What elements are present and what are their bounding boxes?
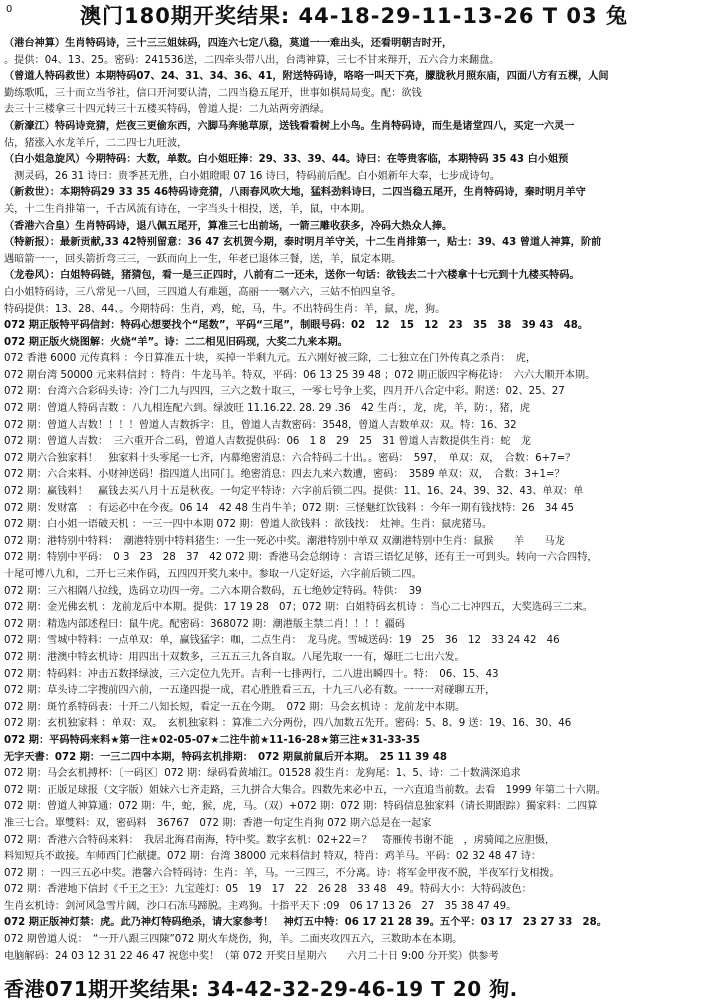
text-line: 十尾可博八九和，二开七三来作码，五四四开奖九来中。参取一八定好运，六字前后锁二四。 [4, 569, 422, 580]
text-line: 072 期：香港地下信封《千王之王》：九宝莲灯：05 19 17 22 26 28 33 48 49。特码大小：大特码波色： [4, 884, 532, 896]
text-line: 料知短兵不敢接。车师西门伫献捷。072 期：台湾 38000 元来料信封 特双，特肖：鸡羊马。平码：02 32 48 47 诗： [4, 851, 542, 863]
text-line: （港台神算）生肖特码诗，三十三三姐妹码，四连六七定八稳，莫道一一难出头，还看明朝吉时开， [4, 38, 453, 49]
text-line: 072 期：曾道人吉数！！！！曾道人吉数拆字：且，曾道人吉数密码：3548，曾道人吉数单双：双。特：16、32 [4, 419, 517, 431]
text-line: 072 期正版神灯禁：虎。此乃神灯特码绝杀，请大家参考！ 神灯五中特：06 17 21 28 39。五个平：03 17 23 27 33 28。 [4, 917, 607, 929]
text-line: （白小姐急旋风）今期特码：大数，单数。白小姐旺捧：29、33、39、44。诗曰：在等贵客临，本期特码 35 43 白小姐预 [4, 154, 569, 166]
text-line: 072 期：平码特码来料★第一注★02-05-07★二注牛前★11-16-28★第三注★31-33-35 [4, 734, 420, 746]
text-line: 072 期：赢钱料！ 赢钱去买八月十五是秋夜。一句定平特诗：六字前后锁二四。提供：11、16、24、39、32、43、单双：单 [4, 486, 584, 498]
text-line: 遇暗箭一一，回头箭折弯三三，一跃而向上一生，年老已退体三餐，送，羊，鼠定本期。 [4, 253, 402, 265]
text-line: 072 期：港澳中特玄机诗：用四出十双数多，三五五三九各自取。八尾先取一一有，爆旺二七出六发。 [4, 651, 465, 663]
text-line: 无字天書：072 期：一三二四中本期，特码玄机排期： 072 期鼠前鼠后开本期。 25 11 39 48 [4, 751, 447, 763]
text-line: 电脑解码：24 03 12 31 22 46 47 祝您中奖！（第 072 开奖日星期六 六月二十日 9:00 分开奖）供参考 [4, 950, 499, 962]
text-line: 072 期：马会玄机搏杯：〔一码区〕072 期：绿码看黄埔江。01528 殺生肖：龙狗尾：1、5、诗：二十数满深追求 [4, 768, 521, 780]
text-line: 072 期：特码料：冲击五数择绿波，三六定位九先开。吉利一七排两行，二八进出瞬四十。特： 06、15、43 [4, 668, 499, 680]
text-line: 072 期：六合来料、小财神送码！指四道人出同门。绝密消息：四去九来六数遭，密码： 3589 单双：双， 合数：3+1=？ [4, 469, 565, 481]
text-line: 072 期：精选内部述程曰：鼠牛虎。配密码：368072 期：潮港版主禁二肖！！！！疆码 [4, 618, 405, 630]
text-line: （曾道人特码救世）本期特码07、24、31、34、36、41，附送特码诗，咯咯一叫天下亮，朦胧秋月照东庙，四面八方有五棵，人间 [4, 71, 609, 83]
text-line: 072 期正版特平码信封：特码心想要找个“尾数”，平码“三尾”，制眼号码：02 12 15 12 23 35 38 39 43 48。 [4, 320, 589, 332]
text-line: 。提供：04、13、25。密码：241536送，二四牵头带八出，台湾神算，三七不甘来辩开，五六合力来翻盘。 [4, 54, 500, 66]
document-body [4, 36, 704, 965]
text-line: 关，十二生肖排第一，千古风流有诗在，一字当头十相投，送，羊，鼠，中本期。 [4, 203, 371, 215]
text-line: 072 期正版火烧图解：火烧“羊”。诗：二二相见旧码现，大奖二九来本期。 [4, 336, 348, 348]
hongkong-result-footer: 香港071期开奖结果: 34-42-32-29-46-19 T 20 狗. [4, 977, 518, 1001]
macau-result-header: 澳门180期开奖结果: 44-18-29-11-13-26 T 03 兔 [80, 4, 628, 28]
text-line: 072 期：香港六合特码来料： 我居北海君南海，特中奖。数字玄机：02+22＝？ 寄雁传书谢不能 ，虏骑闻之应胆慑， [4, 834, 556, 846]
text-line: （特新报）：最新贡献,33 42特别留意：36 47 玄机贺今期，泰时明月羊守关，十二生肖排第一，贴士：39、43 曾道人神算，阶前 [4, 237, 602, 249]
text-line: 072 期：曾道人吉数： 三六重开合二码，曾道人吉数提供码：06 1 8 29 25 31 曾道人吉数提供生肖：蛇 龙 [4, 436, 531, 448]
text-line: 072 期：草头诗二字搜前四六前，一五逢四提一成，君心胜胜看三五，十九三八必有数。一一一对碰聊五开， [4, 685, 496, 697]
text-line: 072 期：玄机独家料 ：单双：双。 玄机独家料 ：算准二六分两份，四八加数五先开。密码：5、8、9 送：19、16、30、46 [4, 718, 572, 730]
text-line: 072 期：雪城中特料：一点单双：单，赢钱猛字：咖，二点生肖： 龙马虎。雪城送码：19 25 36 12 33 24 42 46 [4, 635, 560, 647]
text-line: 072 期台湾 50000 元来料信封 ：特肖：牛龙马羊。特双，平码：06 13 25 39 48 ；072 期正版四字梅花诗： 六六大顺开本期。 [4, 369, 596, 381]
text-line: 去三十三楼拿三十四元转三十五楼买特码，曾道人提：二九站两旁酒绿。 [4, 104, 330, 116]
text-line: 072 期：特别中平码： 0 3 23 28 37 42 072 期：香港马会总纲诗 ：言语三语忆足够，还有王一可到头。转向一六合四特， [4, 552, 598, 564]
page-number: 0 [6, 4, 13, 15]
text-line: 072 期 ：一四三五必中奖。港馨六合特码诗：生肖：羊，马。一三四三，不分离。诗：将军金甲夜不脱，半夜军行戈相拨。 [4, 867, 560, 879]
text-line: 072 期：金光佛玄机 ：龙前龙后中本期。提供：17 19 28 07；072 期：白姐特码玄机诗 ：当心二七冲四五，大奖选码三二来。 [4, 602, 593, 614]
text-line: 白小姐特码诗，三八常见一八回，三四道人有难题，高丽一一嘱六六，三姑不怕四皇爷。 [4, 286, 402, 298]
text-line: （新救世）：本期特码29 33 35 46特码诗竞猜，八雨春风吹大地，猛料劲料诗曰，二四当稳五尾开，生肖特码诗，秦时明月羊守 [4, 187, 586, 199]
text-line: 勤练歌呱，三十而立当爷社，信口开河要认清，二四当稳五尾开，世事如棋局局变。配：欲钱 [4, 87, 422, 99]
text-line: 072 期：白小姐一语破天机 ：一三一四中本期 072 期：曾道人欲钱料 ：欲钱找： 灶神。生肖：鼠虎猪马。 [4, 519, 493, 531]
text-line: 072 期：曾道人神算通：072 期：牛，蛇，猴，虎，马。（双）+072 期：072 期：特码信息独家料（请长期跟踪）獨家料：二四算 [4, 801, 598, 813]
text-line: 072 期曾道人说： “一开八跟三四陳”072 期火车烧伤，狗，羊。二面夹攻四五六，三数助本在本期。 [4, 934, 463, 946]
text-line: 准三七合。單雙料：双，密码料 36767 072 期：香港一句定生肖狗 072 期六总是在一起家 [4, 817, 432, 829]
text-line: 特码提供：13、28、44、。今期特码：生肖，鸡，蛇，马，牛。不出特码生肖：羊，鼠，虎，狗。 [4, 303, 446, 315]
text-line: 072 期：正版足球报（文字版）姐妹六七齐走路，三九拼合大集合。四数先来必中五，一六直追当前数。去看 1999 年第二十六期。 [4, 784, 606, 796]
text-line: 测灵码，26 31 诗曰：贵季甚无胜，白小姐瞪眼 07 16 诗曰，特码前后配。白小姐新年大奉，七步成诗句。 [4, 170, 500, 182]
text-line: （龙卷风）：白姐特码链，猪猜包，看一是三正四时，八前有二一还未，送你一句话：欲钱去二十六楼拿十七元到十九楼买特码。 [4, 270, 580, 282]
text-line: 生肖玄机诗：剑河风急雪片阔，沙口石冻马蹄脱。主鸡狗。十指平天下 :09 06 17 13 26 27 35 38 47 49。 [4, 900, 517, 912]
text-line: 072 期：曾道人特码吉数 ：八九相连配六到。绿波旺 11.16.22. 28. 29 .36 42 生肖：，龙，虎，羊，防：，猪，虎 [4, 403, 530, 415]
text-line: 072 期：发财富 ：有运必中在今夜。06 14 42 48 生肖牛羊；072 期：三怪魅红饮钱料 ：今年一期有钱找特：26 34 45 [4, 502, 574, 514]
text-line: 072 期：港特别中特料： 潮港特别中特料猪生：一生一死必中奖。潮港特别中单双 双潮港特别中生肖：鼠猴 羊 马龙 [4, 535, 565, 547]
text-line: （新濠江）特码诗竞猜，烂夜三更偷东西，六脚马奔驰草原，送钱看看树上小鸟。生肖特码诗，而生是诸堂四八，买定一六灵一 [4, 120, 575, 132]
text-line: （香港六合皇）生肖特码诗，退八佩五尾开，算准三七出前场，一箭三雕收获多，冷码大热众人捧。 [4, 220, 453, 232]
text-line: 072 期：台湾六合彩码头诗：冷门二九与四四，三六之数十取三，一零七号争上奖，四月开八合定中彩。附送：02、25、27 [4, 386, 565, 398]
text-line: 072 香港 6000 元传真料 ：今日算准五十块，买掉一半剩九元。五六刚好被三除，二七独立在门外传真之杀肖： 虎， [4, 353, 537, 365]
text-line: 072 期：三六相隔八拉线，选码立功四一旁。二六本期合数码，五七绝妙定特码。特供： 39 [4, 585, 422, 597]
text-line: 072 期：斑竹系特码表：十开二八知长短，看定一五在今期。 072 期：马会玄机诗 ：龙前龙中本期。 [4, 701, 466, 713]
text-line: 072 期六合独家料！ 独家料十头零尾一七齐，内幕绝密消息：六合特码二十出。。密码： 597， 单双：双， 合数：6+7=？ [4, 452, 576, 464]
text-line: 估，猪涨入水龙羊斤，二二四七九旺波， [4, 137, 188, 149]
